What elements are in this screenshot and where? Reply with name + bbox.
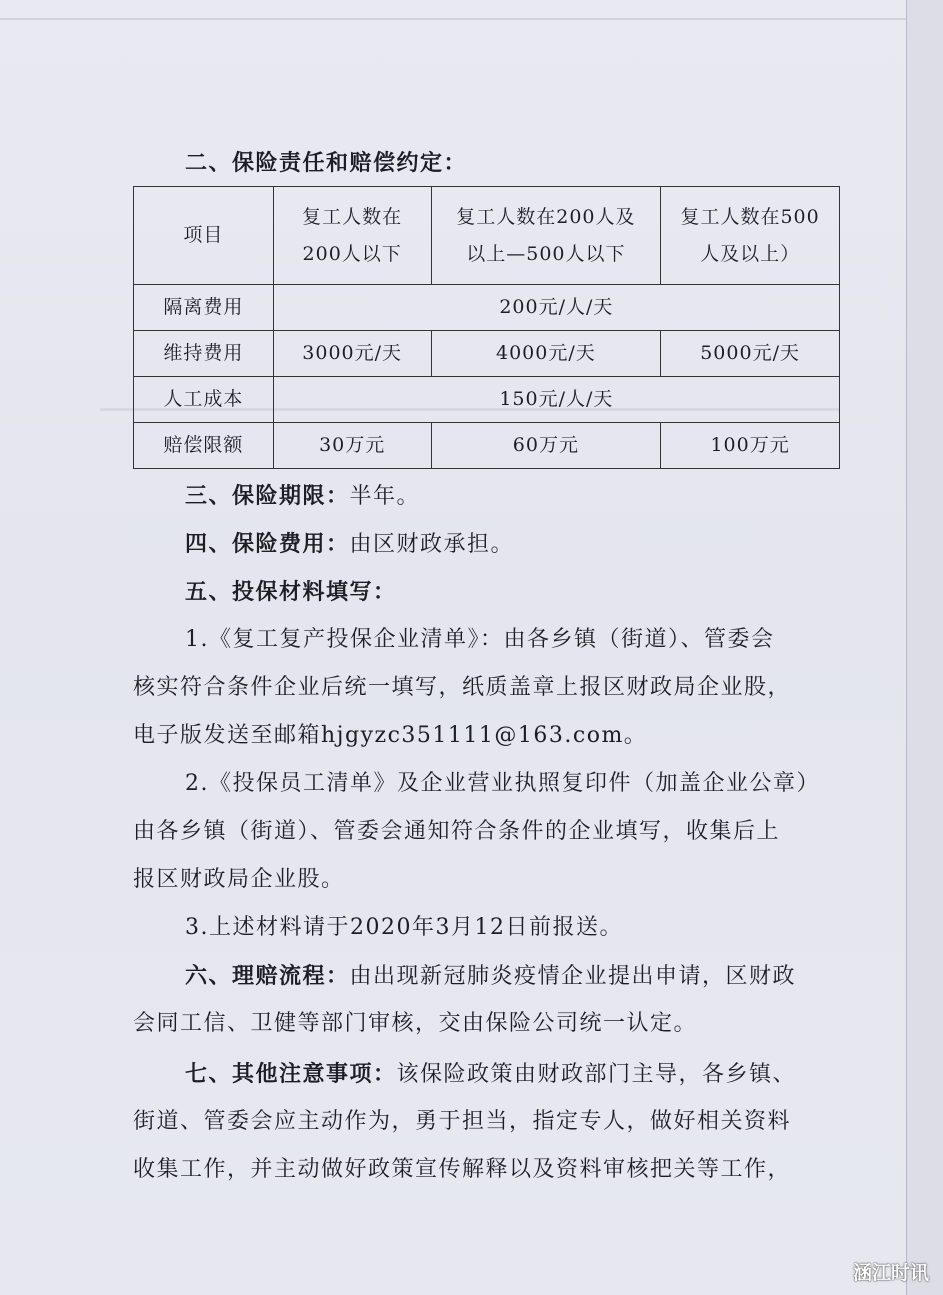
section5-item1-line2: 核实符合条件企业后统一填写，纸质盖章上报区财政局企业股， <box>133 675 792 700</box>
row-label: 人工成本 <box>134 377 274 423</box>
section7 <box>185 1052 796 1097</box>
section5-item1-line3: 电子版发送至邮箱hjgyzc351111@163.com。 <box>133 723 648 748</box>
header-col2: 复工人数在200人及 以上—500人以下 <box>431 187 661 285</box>
header-col3: 复工人数在500 人及以上） <box>661 187 840 285</box>
section5-heading: 五、投保材料填写： <box>185 579 397 605</box>
section5-item2-line3: 报区财政局企业股。 <box>133 867 345 892</box>
section4-heading: 四、保险费用： <box>185 531 350 557</box>
section7-heading: 七、其他注意事项： <box>185 1061 397 1087</box>
section5-item2-line1: 2.《投保员工清单》及企业营业执照复印件（加盖企业公章） <box>185 771 820 796</box>
row-merged-value: 150元/人/天 <box>273 377 839 423</box>
row-value-col2: 60万元 <box>431 423 661 469</box>
row-value-col2: 4000元/天 <box>431 331 661 377</box>
section7-line2: 街道、管委会应主动作为，勇于担当，指定专人，做好相关资料 <box>133 1109 792 1134</box>
section7-text: 该保险政策由财政部门主导，各乡镇、 <box>396 1062 797 1087</box>
section6-text: 由出现新冠肺炎疫情企业提出申请，区财政 <box>349 964 797 989</box>
table-row <box>134 331 840 377</box>
scan-border <box>0 18 906 20</box>
paper-edge <box>906 0 907 1295</box>
section3-text: 半年。 <box>349 484 421 509</box>
section2-heading: 二、保险责任和赔偿约定： <box>185 150 468 176</box>
section5-item1-line1: 1.《复工复产投保企业清单》：由各乡镇（街道）、管委会 <box>185 627 775 652</box>
row-value-col3: 5000元/天 <box>661 331 840 377</box>
insurance-table <box>133 186 840 469</box>
row-value-col1: 30万元 <box>273 423 431 469</box>
watermark-label: 涵江时讯 <box>852 1262 929 1284</box>
section7-line3: 收集工作，并主动做好政策宣传解释以及资料审核把关等工作， <box>133 1157 792 1182</box>
table-row <box>134 377 840 423</box>
header-col1: 复工人数在 200人以下 <box>273 187 431 285</box>
row-label: 维持费用 <box>134 331 274 377</box>
section6-heading: 六、理赔流程： <box>185 963 350 989</box>
row-value-col3: 100万元 <box>661 423 840 469</box>
table-header-row <box>134 187 840 285</box>
row-value-col1: 3000元/天 <box>273 331 431 377</box>
section6 <box>185 954 796 999</box>
table-row <box>134 285 840 331</box>
section3 <box>185 474 420 519</box>
section4 <box>185 522 514 567</box>
scan-edge-strip <box>907 0 943 1295</box>
section6-line2: 会同工信、卫健等部门审核，交由保险公司统一认定。 <box>133 1011 698 1036</box>
table-row <box>134 423 840 469</box>
header-item: 项目 <box>134 187 274 285</box>
row-merged-value: 200元/人/天 <box>273 285 839 331</box>
section4-text: 由区财政承担。 <box>349 532 515 557</box>
row-label: 隔离费用 <box>134 285 274 331</box>
section3-heading: 三、保险期限： <box>185 483 350 509</box>
section5-item3: 3.上述材料请于2020年3月12日前报送。 <box>185 915 623 940</box>
section5-item2-line2: 由各乡镇（街道）、管委会通知符合条件的企业填写，收集后上 <box>133 819 781 844</box>
row-label: 赔偿限额 <box>134 423 274 469</box>
